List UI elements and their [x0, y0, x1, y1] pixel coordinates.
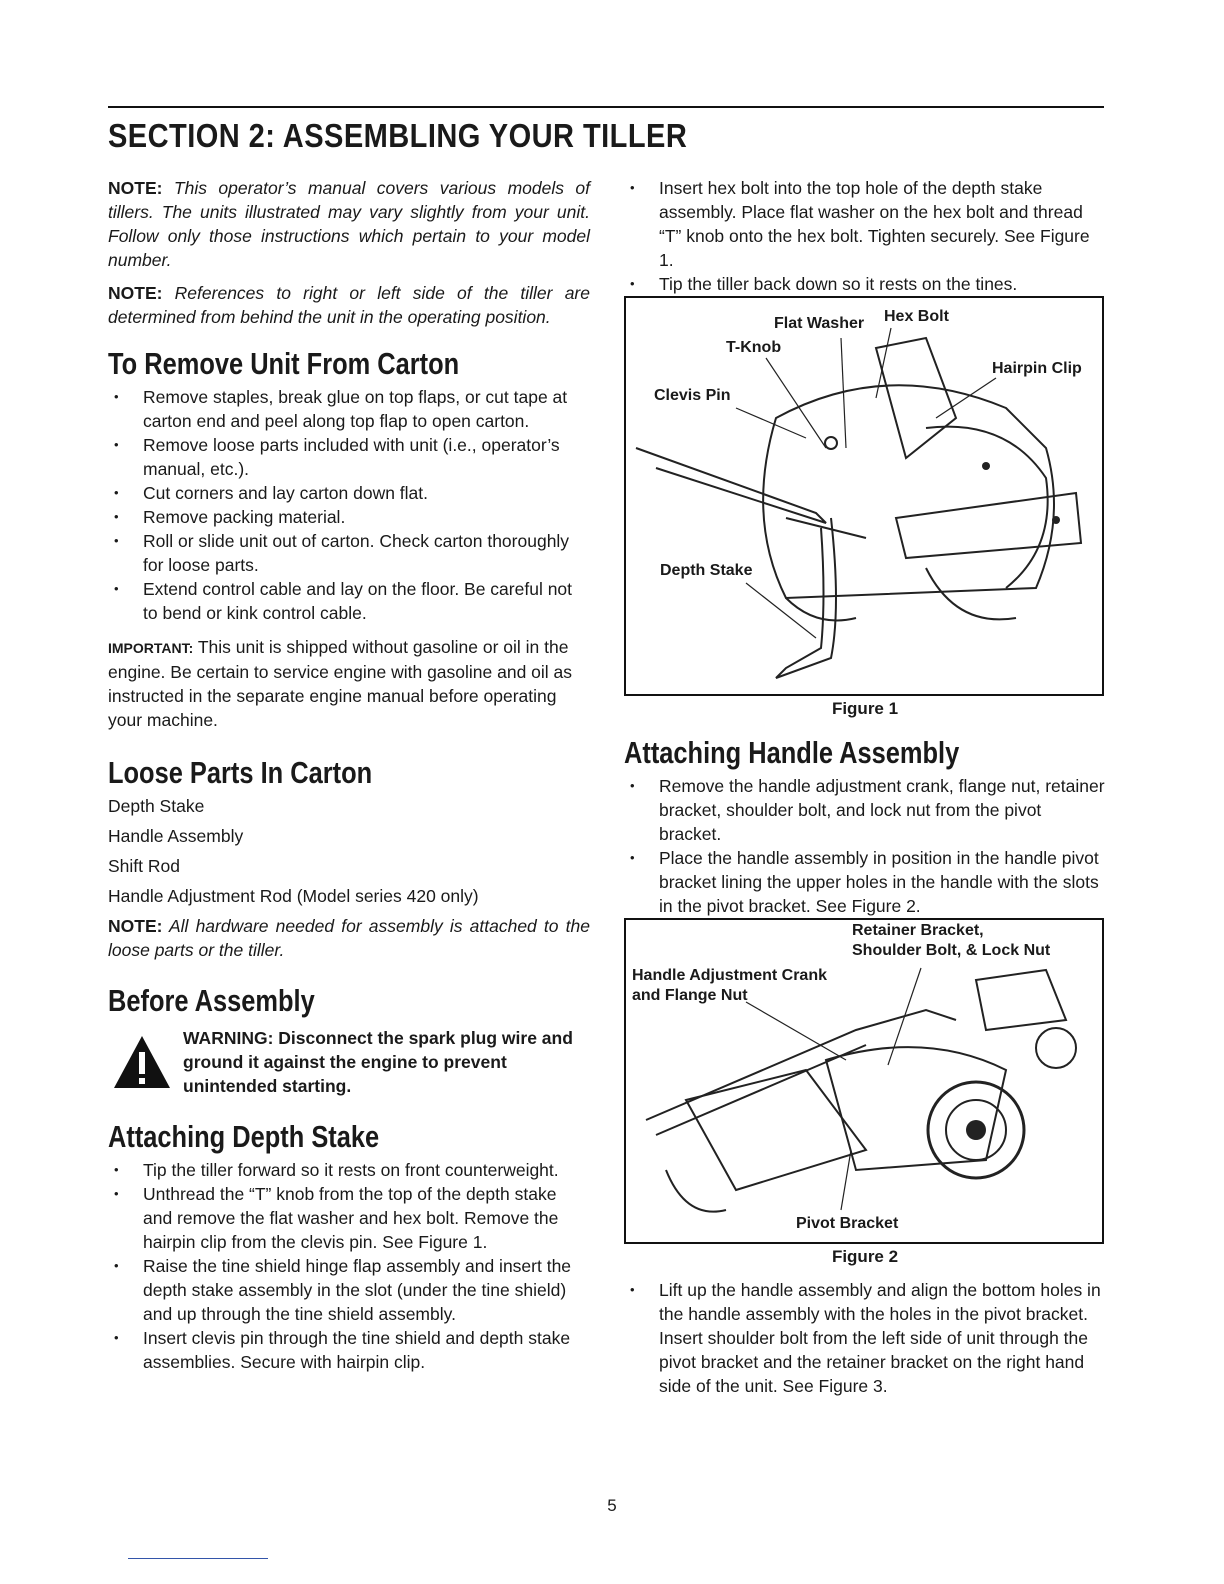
warning-box — [108, 1026, 590, 1098]
heading-depth-stake: Attaching Depth Stake — [108, 1119, 380, 1154]
list-item: • Remove packing material. — [108, 505, 590, 529]
warning-icon — [112, 1034, 172, 1090]
page-number: 5 — [607, 1496, 617, 1515]
figure-2-caption: Figure 2 — [831, 1247, 899, 1266]
flat-washer-label: Flat Washer — [774, 315, 865, 332]
right-column — [624, 176, 1106, 1398]
depth-stake-list — [108, 1158, 590, 1374]
remove-carton-list — [108, 385, 590, 625]
pivot-bracket-label: Pivot Bracket — [796, 1215, 899, 1232]
handle-list-continued — [624, 1278, 1106, 1398]
list-item: • Lift up the handle assembly and align the bottom holes in the handle assembly with the holes in the pivot bracket. Insert shoulder bolt from the left side of unit through the pivot bracket and the retainer bracket on the right hand side of the unit. See Figure 3. — [624, 1278, 1106, 1398]
figure-1-caption: Figure 1 — [831, 699, 899, 718]
handle-list — [624, 774, 1106, 918]
left-column — [108, 176, 590, 1374]
hairpin-clip-label: Hairpin Clip — [992, 360, 1082, 377]
note-sides: NOTE: References to right or left side of the tiller are determined from behind the unit in the operating position. — [108, 283, 590, 327]
heading-remove-carton: To Remove Unit From Carton — [108, 346, 460, 381]
list-item: • Tip the tiller forward so it rests on front counterweight. — [108, 1158, 590, 1182]
important-note: IMPORTANT: This unit is shipped without gasoline or oil in the engine. Be certain to service engine with gasoline and oil as instructed in the separate engine manual before operating your machine. — [108, 637, 573, 730]
hex-bolt-label: Hex Bolt — [884, 308, 949, 325]
list-item: • Remove loose parts included with unit (i.e., operator’s manual, etc.). — [108, 433, 590, 481]
list-item: • Tip the tiller back down so it rests on the tines. — [624, 272, 1106, 296]
list-item: • Raise the tine shield hinge flap assembly and insert the depth stake assembly in the slot (under the tine shield) and up through the tine shield assembly. — [108, 1254, 590, 1326]
list-item: • Insert clevis pin through the tine shield and depth stake assemblies. Secure with hairpin clip. — [108, 1326, 590, 1374]
section-title: SECTION 2: ASSEMBLING YOUR TILLER — [108, 117, 688, 154]
list-item: Shift Rod — [108, 856, 180, 876]
figure-1-illustration — [624, 296, 1104, 696]
footer-line — [128, 1558, 268, 1559]
loose-parts-list — [108, 794, 590, 908]
heading-handle-assembly: Attaching Handle Assembly — [624, 735, 960, 770]
figure-2-illustration — [624, 918, 1104, 1244]
tiller-depth-stake-drawing — [626, 298, 1102, 694]
list-item: • Remove staples, break glue on top flaps, or cut tape at carton end and peel along top flap to open carton. — [108, 385, 590, 433]
flange-nut-label: and Flange Nut — [632, 987, 748, 1004]
warning-text: WARNING: Disconnect the spark plug wire and ground it against the engine to prevent unintended starting. — [183, 1028, 573, 1096]
list-item: Handle Assembly — [108, 826, 244, 846]
clevis-pin-label: Clevis Pin — [654, 387, 731, 404]
list-item: • Unthread the “T” knob from the top of the depth stake and remove the flat washer and hex bolt. Remove the hairpin clip from the clevis pin. See Figure 1. — [108, 1182, 590, 1254]
list-item: • Roll or slide unit out of carton. Check carton thoroughly for loose parts. — [108, 529, 590, 577]
retainer-bracket-label: Retainer Bracket, — [852, 922, 984, 939]
note-models: NOTE: This operator’s manual covers various models of tillers. The units illustrated may vary slightly from your unit. Follow only those instructions which pertain to your model number. — [108, 178, 590, 270]
top-rule — [108, 106, 1104, 108]
list-item: • Insert hex bolt into the top hole of the depth stake assembly. Place flat washer on the hex bolt and thread “T” knob onto the hex bolt. Tighten securely. See Figure 1. — [624, 176, 1106, 272]
list-item: • Remove the handle adjustment crank, flange nut, retainer bracket, shoulder bolt, and lock nut from the pivot bracket. — [624, 774, 1106, 846]
depth-stake-list-continued — [624, 176, 1106, 296]
depth-stake-label: Depth Stake — [660, 562, 753, 579]
note-hardware: NOTE: All hardware needed for assembly is attached to the loose parts or the tiller. — [108, 916, 591, 960]
list-item: Depth Stake — [108, 796, 205, 816]
list-item: • Place the handle assembly in position in the handle pivot bracket lining the upper holes in the handle with the slots in the pivot bracket. See Figure 2. — [624, 846, 1106, 918]
heading-loose-parts: Loose Parts In Carton — [108, 755, 373, 790]
heading-before-assembly: Before Assembly — [108, 983, 315, 1018]
list-item: • Extend control cable and lay on the floor. Be careful not to bend or kink control cable. — [108, 577, 590, 625]
list-item: • Cut corners and lay carton down flat. — [108, 481, 590, 505]
handle-crank-label: Handle Adjustment Crank — [632, 967, 827, 984]
list-item: Handle Adjustment Rod (Model series 420 only) — [108, 886, 479, 906]
t-knob-label: T-Knob — [726, 339, 782, 356]
shoulder-bolt-label: Shoulder Bolt, & Lock Nut — [852, 942, 1051, 959]
